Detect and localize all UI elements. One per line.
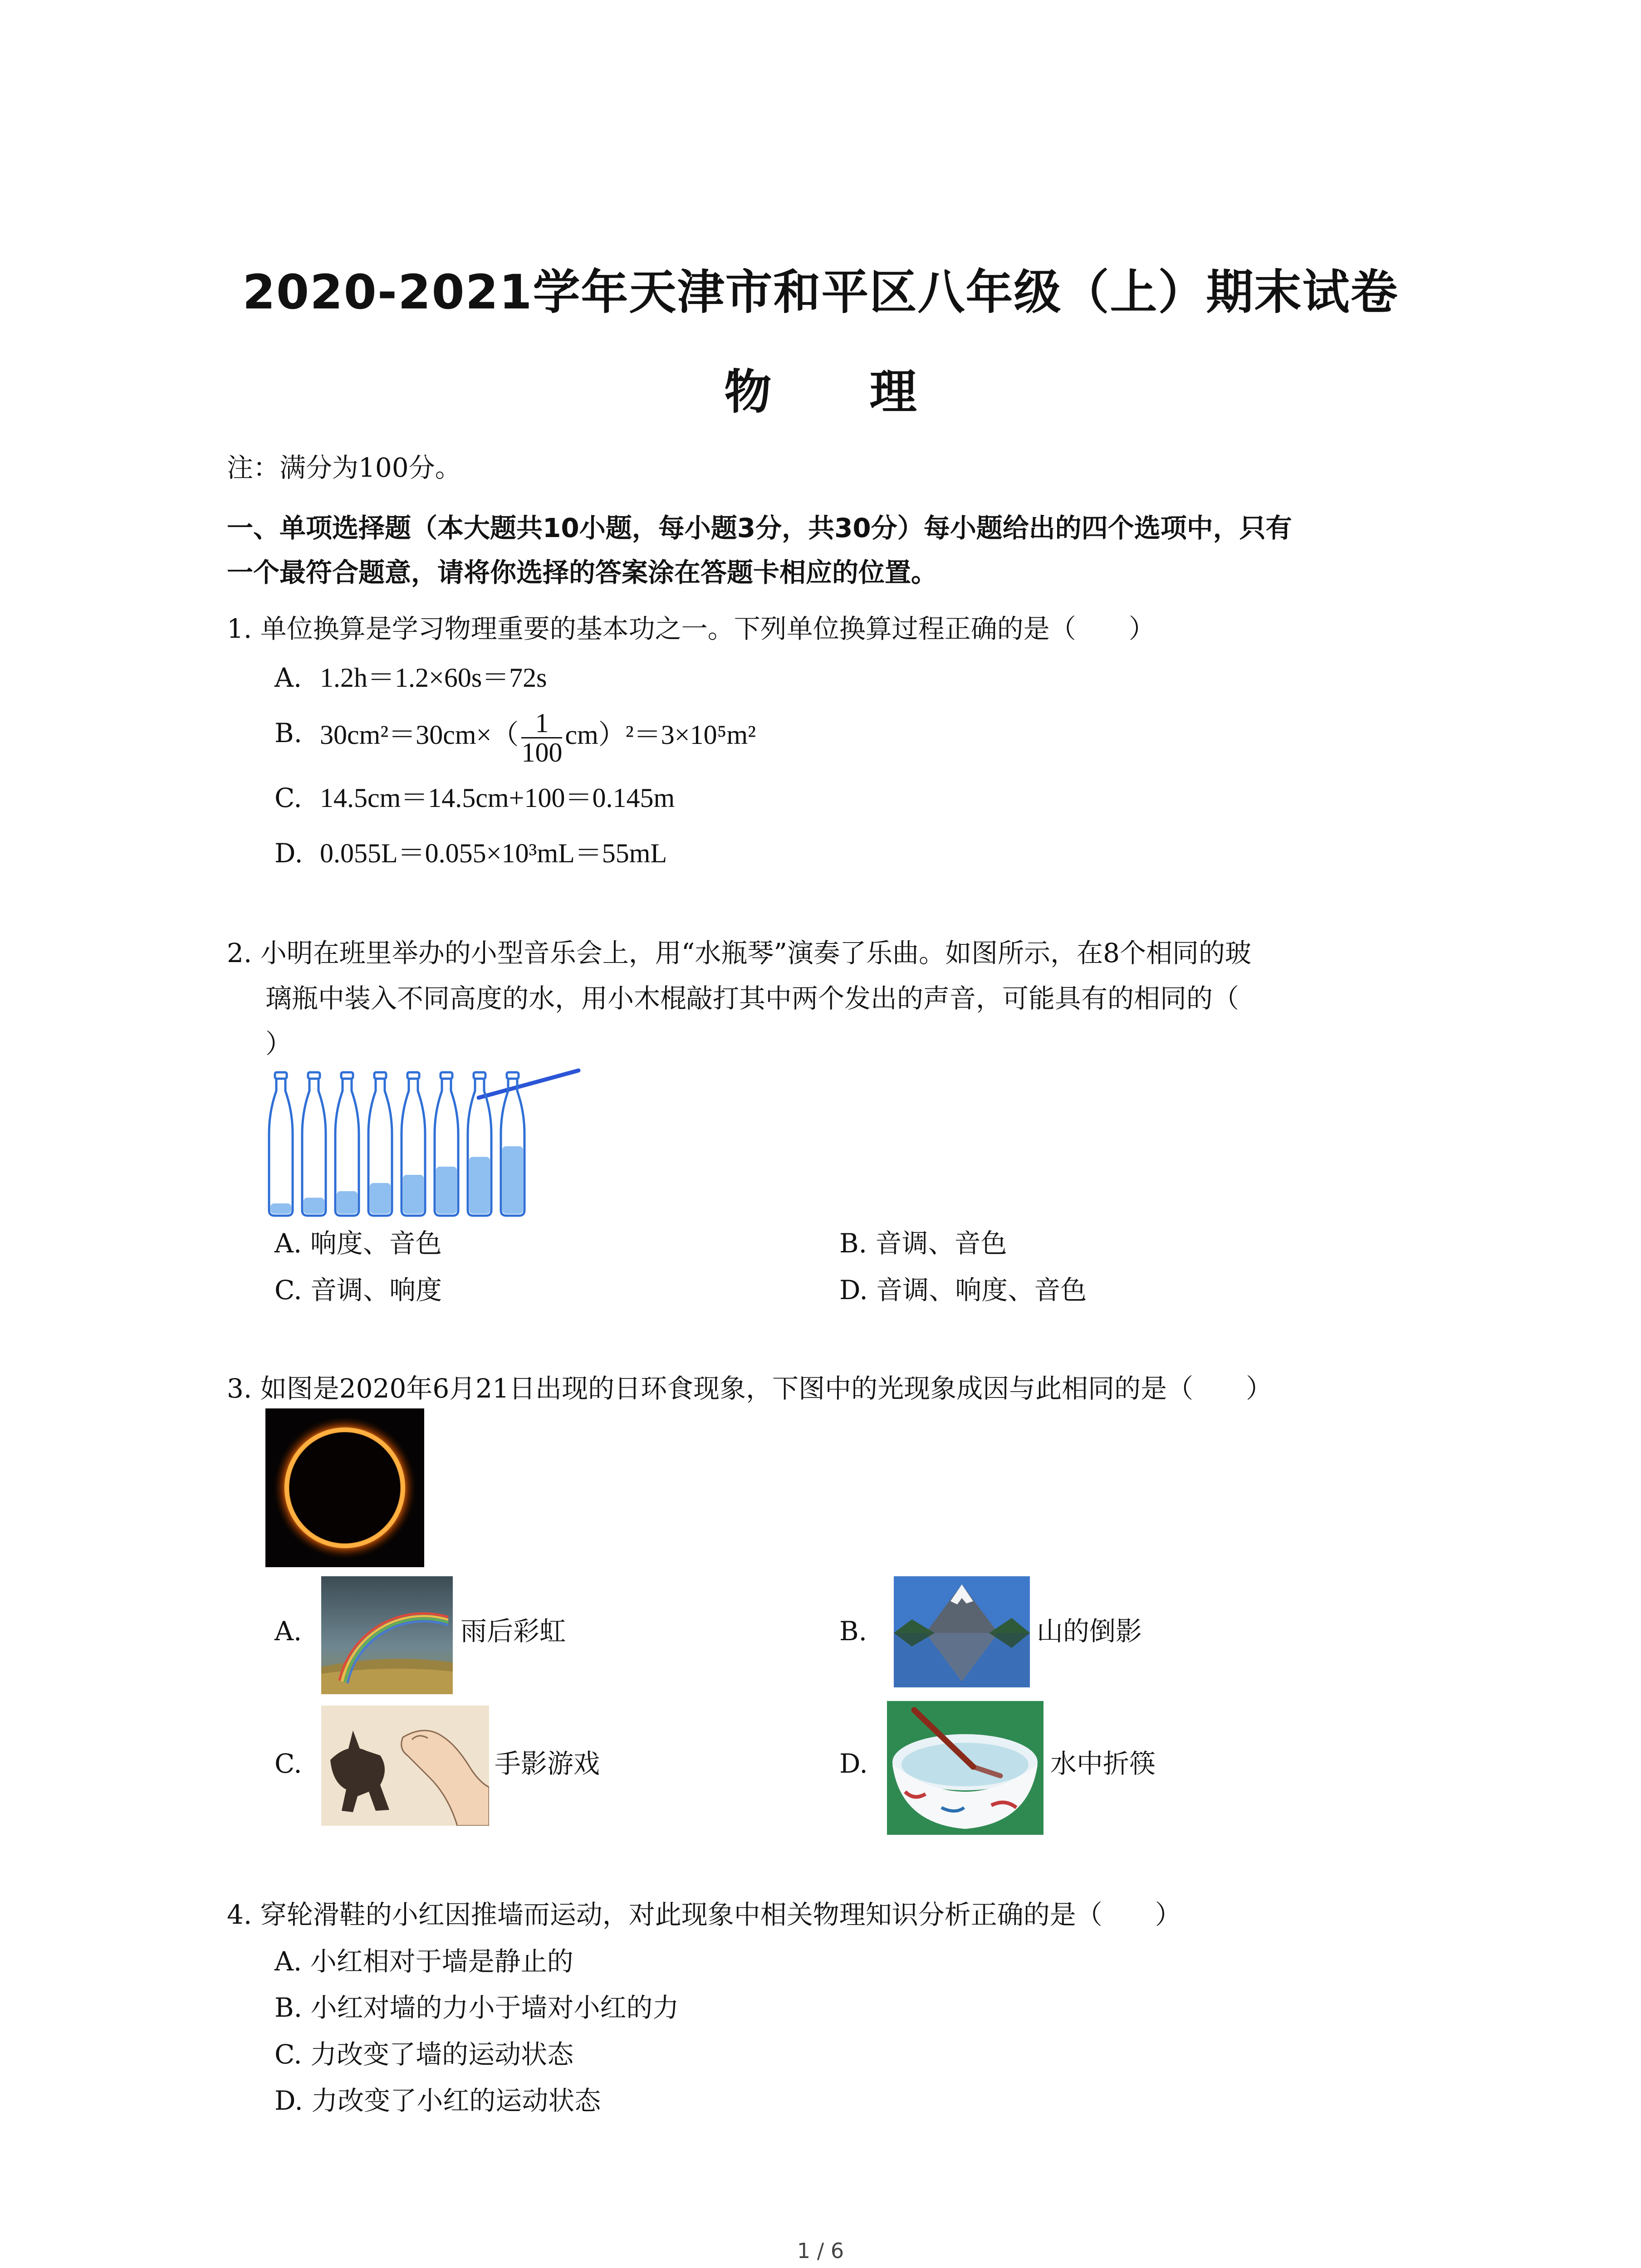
q4-option-d: D. 力改变了小红的运动状态: [274, 2085, 601, 2116]
score-note: 注：满分为100分。: [227, 452, 461, 483]
bottle-water: [337, 1191, 358, 1214]
q1-option-a-label: A.: [274, 662, 302, 693]
q1-option-b-fraction: [521, 709, 562, 767]
water-bottle: [302, 1072, 326, 1216]
water-bottle-xylophone-figure: [265, 1066, 588, 1229]
q3-option-c-label: C.: [274, 1748, 302, 1779]
q2-option-b: B. 音调、音色: [839, 1228, 1007, 1259]
q1-option-b-post: cm）²＝3×10⁵m²: [565, 720, 756, 750]
subject-title: 物 理: [724, 364, 958, 420]
q1-option-b: [320, 696, 756, 773]
q2-option-d: D. 音调、响度、音色: [839, 1275, 1087, 1305]
rainbow-photo: [321, 1576, 453, 1694]
fraction-numerator: 1: [521, 709, 562, 738]
q2-stem-line-2: 璃瓶中装入不同高度的水，用小木棍敲打其中两个发出的声音，可能具有的相同的（: [265, 983, 1239, 1014]
q1-option-c-label: C.: [274, 782, 302, 813]
bottle-cap: [407, 1072, 419, 1079]
water-bottle: [335, 1072, 359, 1216]
q4-option-c: C. 力改变了墙的运动状态: [274, 2039, 574, 2070]
wooden-stick: [479, 1070, 578, 1098]
q1-option-a: 1.2h＝1.2×60s＝72s: [320, 663, 547, 693]
water-bottle: [368, 1072, 392, 1216]
bottle-cap: [441, 1072, 452, 1079]
exam-title: 2020-2021学年天津市和平区八年级（上）期末试卷: [242, 264, 1399, 320]
page-number: 1 / 6: [797, 2239, 844, 2263]
bottle-water: [403, 1175, 424, 1214]
hand-shadow-photo: [321, 1706, 489, 1826]
q3-option-d-text: 水中折筷: [1050, 1748, 1156, 1779]
q3-option-b-label: B.: [839, 1616, 867, 1647]
q3-option-d-label: D.: [839, 1748, 868, 1779]
bottle-cap: [474, 1072, 485, 1079]
q1-stem: 1. 单位换算是学习物理重要的基本功之一。下列单位换算过程正确的是（ ）: [227, 613, 1155, 644]
section-heading-line-1: 一、单项选择题（本大题共10小题，每小题3分，共30分）每小题给出的四个选项中，只有: [227, 513, 1292, 543]
q3-option-b-text: 山的倒影: [1037, 1616, 1142, 1647]
q2-stem-line-3: ）: [265, 1028, 292, 1059]
bottle-outline: [269, 1079, 293, 1216]
q1-option-b-pre: 30cm²＝30cm×（: [320, 720, 519, 750]
bottle-water: [304, 1198, 324, 1214]
fraction-denominator: 100: [521, 737, 563, 767]
chopstick-in-water-photo: [887, 1701, 1043, 1835]
q1-option-d-label: D.: [274, 838, 303, 869]
q3-option-a-label: A.: [274, 1616, 302, 1647]
q4-option-b: B. 小红对墙的力小于墙对小红的力: [274, 1992, 679, 2023]
bottle-cap: [507, 1072, 519, 1079]
bottle-water: [436, 1167, 457, 1214]
bottle-outline: [302, 1079, 326, 1216]
water-bottle: [435, 1072, 458, 1216]
bottle-cap: [374, 1072, 386, 1079]
q2-stem-line-1: 2. 小明在班里举办的小型音乐会上，用“水瓶琴”演奏了乐曲。如图所示，在8个相同的玻: [227, 938, 1251, 968]
bottle-cap: [275, 1072, 287, 1079]
bottle-cap: [341, 1072, 353, 1079]
water-bottle: [501, 1072, 524, 1216]
annular-eclipse-photo: [265, 1408, 424, 1567]
q3-stem: 3. 如图是2020年6月21日出现的日环食现象，下图中的光现象成因与此相同的是（ ）: [227, 1373, 1273, 1404]
bottle-water: [370, 1183, 391, 1214]
q3-option-c-text: 手影游戏: [495, 1748, 600, 1779]
bottle-water: [502, 1146, 523, 1214]
bottle-water: [469, 1157, 490, 1214]
water-bottle: [402, 1072, 425, 1216]
bottle-cap: [308, 1072, 320, 1079]
bottle-group: [269, 1072, 524, 1216]
q4-stem: 4. 穿轮滑鞋的小红因推墙而运动，对此现象中相关物理知识分析正确的是（ ）: [227, 1899, 1181, 1930]
q2-option-a: A. 响度、音色: [274, 1228, 442, 1259]
q1-option-b-label: B.: [274, 718, 303, 748]
q2-option-c: C. 音调、响度: [274, 1275, 442, 1305]
mountain-reflection-photo: [894, 1576, 1030, 1687]
bottle-water: [270, 1203, 291, 1214]
water-bottle: [269, 1072, 293, 1216]
q3-option-a-text: 雨后彩虹: [460, 1616, 566, 1647]
q1-option-c: 14.5cm＝14.5cm+100＝0.145m: [320, 783, 675, 813]
q1-option-d: 0.055L＝0.055×10³mL＝55mL: [320, 838, 667, 868]
q4-option-a: A. 小红相对于墙是静止的: [274, 1946, 573, 1977]
section-heading-line-2: 一个最符合题意，请将你选择的答案涂在答题卡相应的位置。: [227, 557, 938, 588]
